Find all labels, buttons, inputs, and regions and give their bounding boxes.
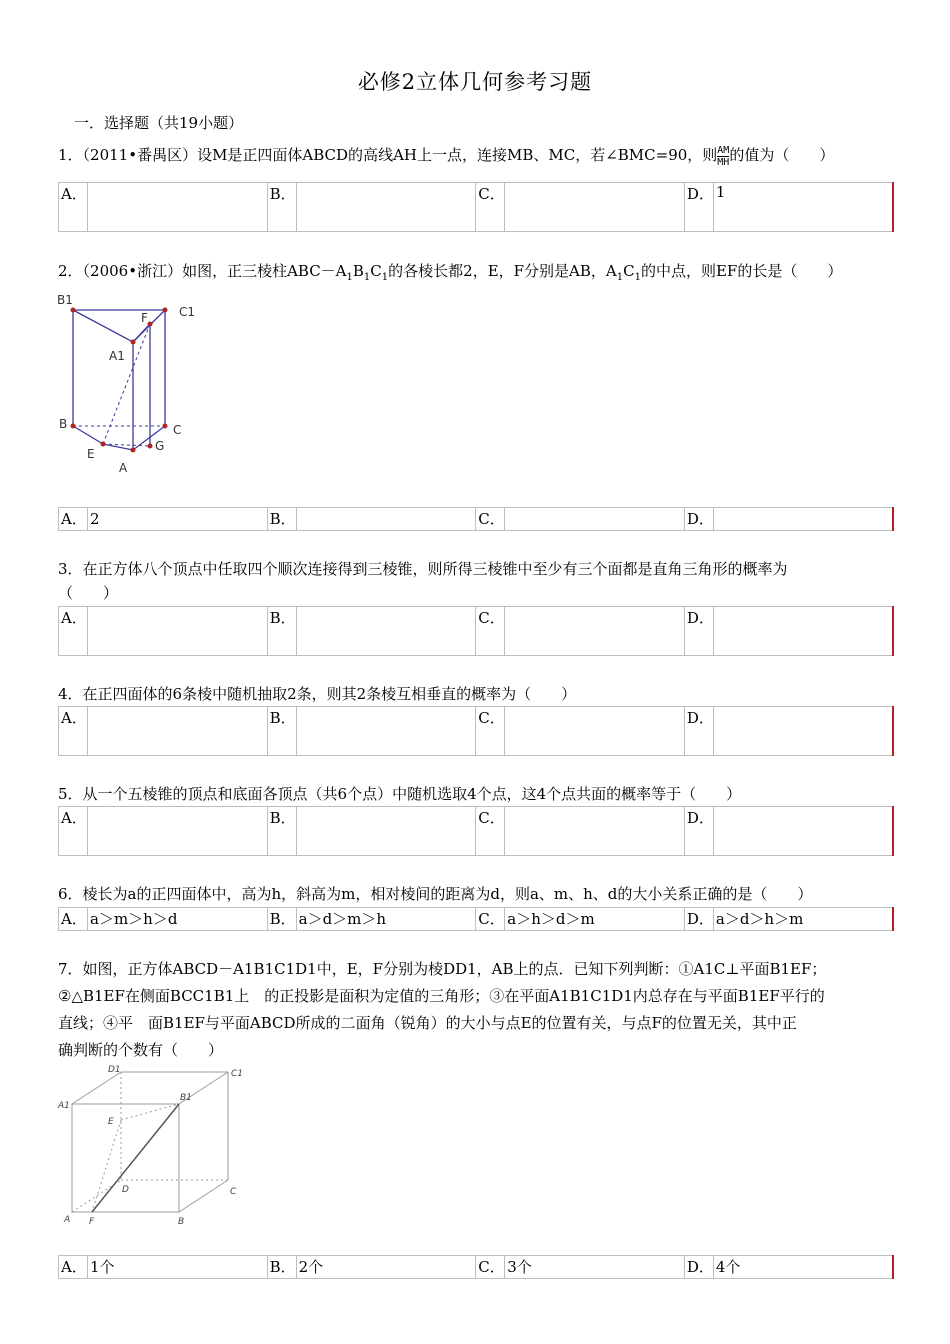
question-2-text: 2．（2006•浙江）如图，正三棱柱ABC－A (58, 262, 347, 280)
question-1-tail: 的值为（ ） (729, 146, 835, 164)
label-b: B (178, 1217, 185, 1227)
option-d-value[interactable] (713, 707, 893, 756)
option-b-value[interactable]: a＞d＞m＞h (296, 908, 476, 931)
option-c-label[interactable]: C． (476, 183, 505, 232)
option-b-value[interactable] (296, 807, 476, 856)
option-b-label[interactable]: B． (267, 183, 296, 232)
question-3 (58, 556, 894, 607)
label-b1: B1 (57, 293, 73, 307)
label-f: F (89, 1217, 95, 1227)
option-c-value[interactable]: a＞h＞d＞m (505, 908, 685, 931)
option-b-label[interactable]: B． (267, 607, 296, 656)
option-b-label[interactable]: B． (267, 1256, 296, 1279)
fraction-am-mh (717, 145, 729, 168)
option-b-label[interactable]: B． (267, 707, 296, 756)
option-d-value[interactable] (713, 607, 893, 656)
option-d-label[interactable]: D． (684, 607, 713, 656)
fraction-denominator: MH (717, 156, 730, 168)
question-7-line-1: 7．如图，正方体ABCD－A1B1C1D1中，E，F分别为棱DD1，AB上的点．已知下列判断：①A1C⊥平面B1EF； (58, 960, 827, 978)
option-c-value[interactable] (505, 607, 685, 656)
option-a-label[interactable]: A． (59, 183, 88, 232)
option-b-value[interactable] (296, 183, 476, 232)
label-b: B (59, 417, 68, 431)
option-a-label[interactable]: A． (59, 508, 88, 531)
label-d1: D1 (108, 1065, 121, 1075)
label-c: C (230, 1187, 237, 1197)
option-d-label[interactable]: D． (684, 707, 713, 756)
question-2-text-end: 的中点，则EF的长是（ ） (640, 262, 843, 280)
section-heading: 一．选择题（共19小题） (74, 114, 244, 132)
option-b-label[interactable]: B． (267, 508, 296, 531)
label-c1: C1 (231, 1069, 244, 1079)
option-b-value[interactable] (296, 707, 476, 756)
label-c: C (173, 423, 182, 437)
option-a-label[interactable]: A． (59, 1256, 88, 1279)
option-a-value[interactable] (88, 807, 268, 856)
option-d-label[interactable]: D． (684, 908, 713, 931)
label-g: G (155, 439, 165, 453)
question-7-line-4: 确判断的个数有（ ） (58, 1041, 224, 1059)
question-4-options (58, 706, 894, 756)
question-6-text: 6．棱长为a的正四面体中，高为h，斜高为m，相对棱间的距离为d，则a、m、h、d的大小关系正确的是（ ） (58, 885, 813, 903)
question-6 (58, 881, 894, 908)
option-d-value[interactable]: 4个 (713, 1256, 893, 1279)
label-a: A (64, 1215, 71, 1225)
question-5-text: 5．从一个五棱锥的顶点和底面各顶点（共6个点）中随机选取4个点，这4个点共面的概率等于（ ） (58, 785, 742, 803)
question-7-line-2: ②△B1EF在侧面BCC1B1上 的正投影是面积为定值的三角形；③在平面A1B1C1D1内总存在与平面B1EF平行的 (58, 987, 825, 1005)
question-1-options (58, 182, 894, 232)
option-d-label[interactable]: D． (684, 183, 713, 232)
option-b-label[interactable]: B． (267, 908, 296, 931)
question-5-options (58, 806, 894, 856)
question-2-options (58, 507, 894, 531)
label-e: E (87, 447, 95, 461)
page-title: 必修2立体几何参考习题 (357, 70, 593, 94)
label-c1: C1 (179, 305, 196, 319)
question-2-text-mid: 的各棱长都2，E，F分别是AB，A (388, 262, 617, 280)
label-a1: A1 (109, 349, 125, 363)
question-1 (58, 142, 894, 169)
option-d-value[interactable]: a＞d＞h＞m (713, 908, 893, 931)
option-a-value[interactable] (88, 183, 268, 232)
option-c-label[interactable]: C． (476, 908, 505, 931)
option-b-value[interactable] (296, 607, 476, 656)
label-b1: B1 (180, 1093, 192, 1103)
option-d-label[interactable]: D． (684, 807, 713, 856)
option-a-label[interactable]: A． (59, 807, 88, 856)
question-3-bracket: （ ） (58, 584, 119, 602)
option-a-label[interactable]: A． (59, 607, 88, 656)
question-7-line-3: 直线；④平 面B1EF与平面ABCD所成的二面角（锐角）的大小与点E的位置有关，与点F的位置无关，其中正 (58, 1014, 797, 1032)
option-c-value[interactable] (505, 183, 685, 232)
label-d: D (122, 1185, 129, 1195)
option-c-value[interactable] (505, 508, 685, 531)
question-4-text: 4．在正四面体的6条棱中随机抽取2条，则其2条棱互相垂直的概率为（ ） (58, 685, 577, 703)
option-c-value[interactable] (505, 707, 685, 756)
option-d-label[interactable]: D． (684, 1256, 713, 1279)
option-a-label[interactable]: A． (59, 707, 88, 756)
option-d-value[interactable] (713, 508, 893, 531)
label-e: E (108, 1117, 114, 1127)
option-c-label[interactable]: C． (476, 807, 505, 856)
question-1-text: 1．（2011•番禺区）设M是正四面体ABCD的高线AH上一点，连接MB、MC，若∠BMC=90，则 (58, 146, 718, 164)
option-a-value[interactable] (88, 607, 268, 656)
option-c-label[interactable]: C． (476, 1256, 505, 1279)
label-a1: A1 (58, 1101, 70, 1111)
question-5 (58, 781, 894, 808)
option-d-value[interactable]: 1 (713, 183, 893, 232)
question-2: 2．（2006•浙江）如图，正三棱柱$ABC-A_1B_1C_1$的各棱长都2，E，F分别是AB，$A_1C_1$的中点，则EF的长是（ ） (58, 262, 843, 283)
option-c-label[interactable]: C． (476, 707, 505, 756)
question-7-options (58, 1255, 894, 1279)
cube-figure (56, 1062, 256, 1232)
fraction-numerator: AM (717, 144, 730, 156)
option-a-label[interactable]: A． (59, 908, 88, 931)
option-b-label[interactable]: B． (267, 807, 296, 856)
option-c-label[interactable]: C． (476, 607, 505, 656)
option-d-label[interactable]: D． (684, 508, 713, 531)
question-4 (58, 681, 894, 708)
question-3-text: 3．在正方体八个顶点中任取四个顺次连接得到三棱锥，则所得三棱锥中至少有三个面都是直角三角形的概率为 (58, 560, 788, 578)
label-f: F (141, 311, 148, 325)
option-b-value[interactable] (296, 508, 476, 531)
label-a: A (119, 461, 128, 475)
option-a-value[interactable]: a＞m＞h＞d (88, 908, 268, 931)
option-c-value[interactable] (505, 807, 685, 856)
option-a-value[interactable]: 2 (88, 508, 268, 531)
question-7 (58, 956, 894, 1064)
option-a-value[interactable]: 1个 (88, 1256, 268, 1279)
option-b-value[interactable]: 2个 (296, 1256, 476, 1279)
question-6-options (58, 907, 894, 931)
option-c-value[interactable]: 3个 (505, 1256, 685, 1279)
option-c-label[interactable]: C． (476, 508, 505, 531)
option-a-value[interactable] (88, 707, 268, 756)
question-3-options (58, 606, 894, 656)
option-d-value[interactable] (713, 807, 893, 856)
prism-figure (55, 288, 205, 478)
